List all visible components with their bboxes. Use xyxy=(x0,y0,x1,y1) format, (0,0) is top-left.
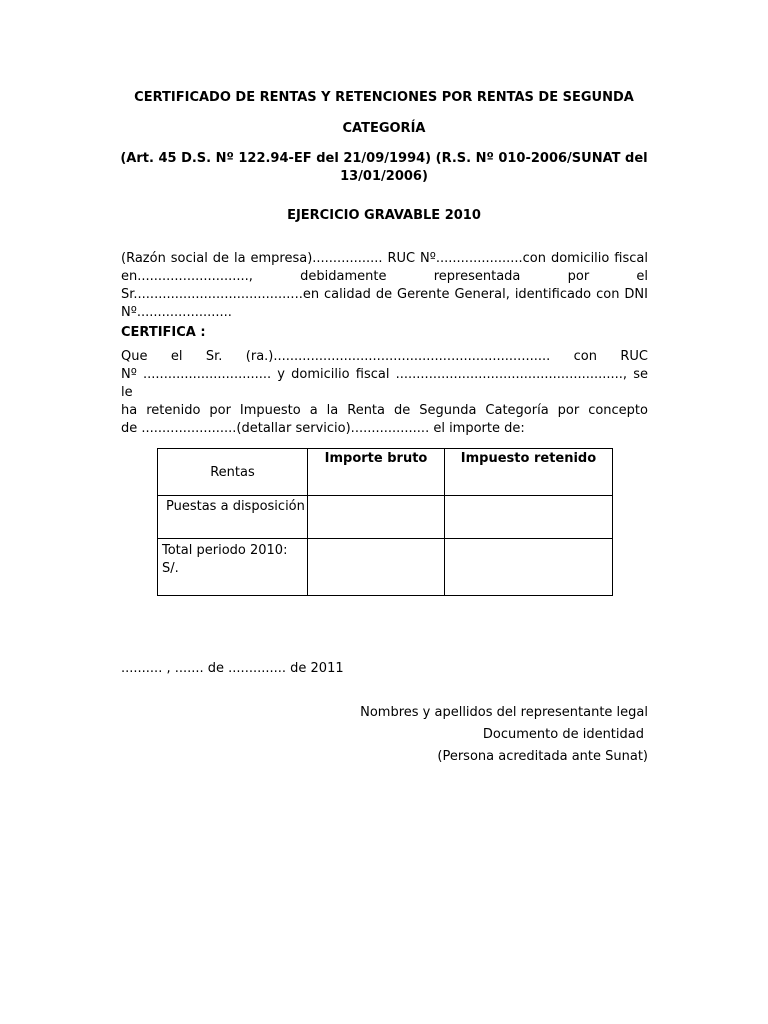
table-header-row xyxy=(158,449,613,496)
intro-line1: (Razón social de la empresa)................. RUC Nº.....................con domicilio fiscal xyxy=(121,251,648,266)
legal-reference xyxy=(100,150,668,186)
body-line2: Nº ............................... y domicilio fiscal ......................................................., se le xyxy=(121,367,648,400)
body-line4: de .......................(detallar servicio)................... el importe de: xyxy=(121,421,525,436)
certifica-label: CERTIFICA : xyxy=(121,325,206,340)
cell-total-periodo: Total periodo 2010: S/. xyxy=(158,539,308,596)
rentas-table xyxy=(157,448,613,596)
date-line: .......... , ....... de .............. de 2011 xyxy=(121,661,344,676)
signature-line3: (Persona acreditada ante Sunat) xyxy=(437,749,648,764)
signature-line1: Nombres y apellidos del representante legal xyxy=(360,705,648,720)
document-title-line1: CERTIFICADO DE RENTAS Y RETENCIONES POR RENTAS DE SEGUNDA xyxy=(134,90,634,105)
document-title-line2: CATEGORÍA xyxy=(342,121,426,136)
cell-puestas-disposicion: Puestas a disposición xyxy=(158,496,308,539)
legal-reference-line1: (Art. 45 D.S. Nº 122.94-EF del 21/09/1994) (R.S. Nº 010-2006/SUNAT del xyxy=(120,151,648,166)
body-paragraph xyxy=(121,348,648,438)
cell-puestas-impuesto xyxy=(445,496,613,539)
body-line1: Que el Sr. (ra.)................................................................... con RUC xyxy=(121,349,648,364)
legal-reference-line2: 13/01/2006) xyxy=(340,169,428,184)
table-row xyxy=(158,539,613,596)
intro-paragraph xyxy=(121,250,648,322)
table-row xyxy=(158,496,613,539)
body-line3: ha retenido por Impuesto a la Renta de Segunda Categoría por concepto xyxy=(121,403,648,418)
header-importe-bruto: Importe bruto xyxy=(308,449,445,496)
header-impuesto-retenido: Impuesto retenido xyxy=(445,449,613,496)
ejercicio-gravable: EJERCICIO GRAVABLE 2010 xyxy=(287,208,481,223)
signature-line2: Documento de identidad xyxy=(482,727,644,742)
cell-total-impuesto xyxy=(445,539,613,596)
header-rentas: Rentas xyxy=(158,449,308,496)
intro-line4: Nº....................... xyxy=(121,305,232,320)
cell-puestas-importe xyxy=(308,496,445,539)
cell-total-importe xyxy=(308,539,445,596)
intro-line2: en..........................., debidamente representada por el xyxy=(121,269,648,284)
intro-line3: Sr.........................................en calidad de Gerente General, identificado con DNI xyxy=(121,287,648,302)
